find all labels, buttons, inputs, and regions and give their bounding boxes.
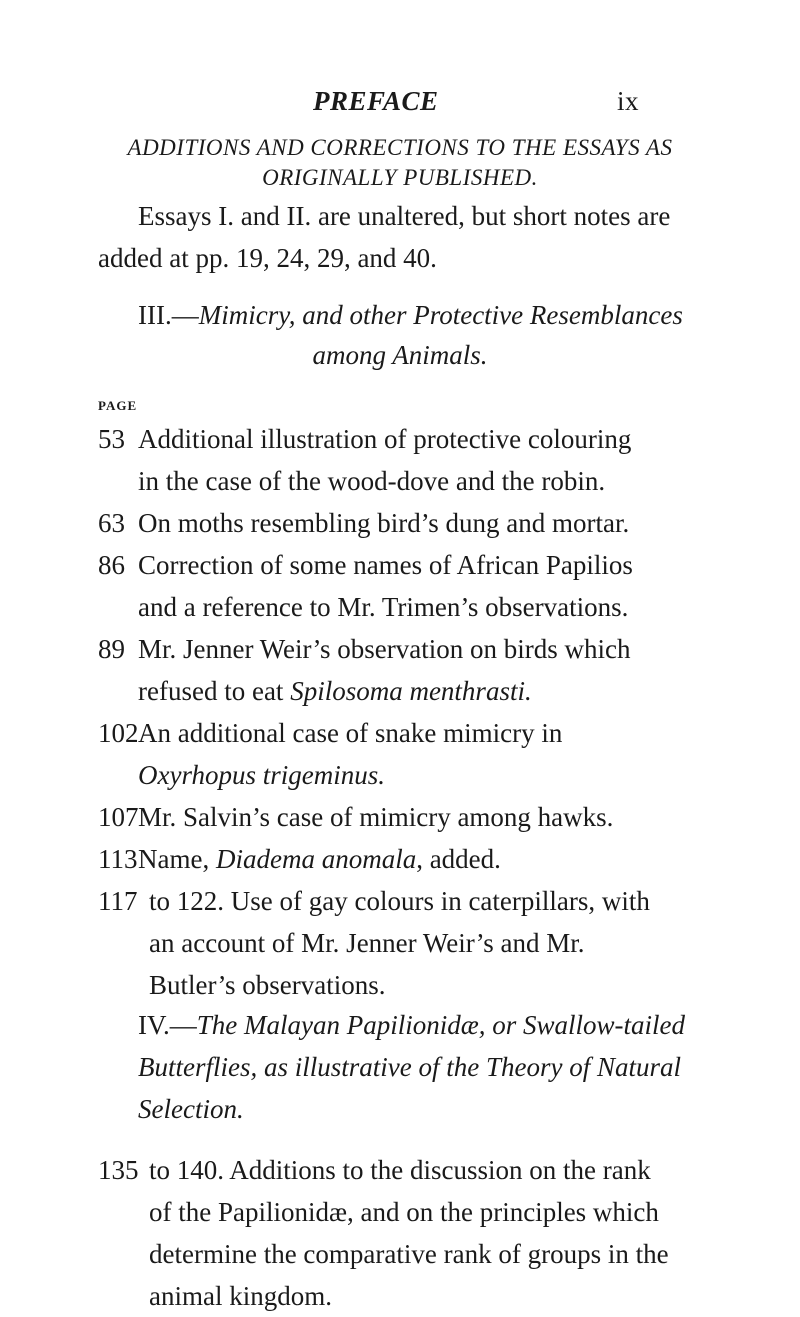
entry-page: 102: [98, 718, 139, 748]
entry-page: 113: [98, 844, 138, 874]
intro-line-1: Essays I. and II. are unaltered, but short notes are: [138, 201, 671, 231]
intro-line-2: added at pp. 19, 24, 29, and 40.: [98, 243, 437, 273]
section-iii-title-line-2-wrap: [0, 340, 800, 371]
entry-text: Mr. Salvin’s case of mimicry among hawks.: [138, 802, 614, 832]
entry-text-italic: Oxyrhopus trigeminus.: [138, 760, 385, 790]
section-iv-title-line-3: [138, 1094, 244, 1125]
section-iii-title: [138, 300, 683, 331]
section-iv-title-line-1: [138, 1010, 685, 1041]
entry-text-italic: Diadema anomala: [215, 844, 417, 874]
entry-text-roman: Mr. Jenner Weir’s observation on birds which refused to eat: [138, 634, 631, 706]
section-iii-title-line-1: Mimicry, and other Protective Resemblances: [198, 300, 683, 330]
entry-text: to 140. Additions to the discussion on the rank of the Papilionidæ, and on the principles which determine the comparative rank of groups in the animal kingdom.: [149, 1155, 669, 1311]
page-number: ix: [617, 86, 640, 116]
entry-text-roman: Name,: [138, 844, 216, 874]
page-column-label: PAGE: [98, 398, 138, 413]
section-iv-title-line-3-text: Selection.: [138, 1094, 244, 1124]
entry-page: 117: [98, 886, 138, 916]
entry-text: On moths resembling bird’s dung and mortar.: [138, 508, 630, 538]
entry-text-roman-after: , added.: [416, 844, 501, 874]
entry-text-roman: An additional case of snake mimicry in: [138, 718, 563, 748]
entry-page: 86: [98, 550, 125, 580]
entry-text: [138, 712, 678, 796]
entry-text: to 122. Use of gay colours in caterpillars, with an account of Mr. Jenner Weir’s and Mr. Butler’s observations.: [149, 886, 650, 1000]
entry-text: [138, 628, 658, 712]
section-iv-title-line-1-text: The Malayan Papilionidæ, or Swallow-tailed: [196, 1010, 686, 1040]
entry-page: 89: [98, 634, 125, 664]
entry-page: 63: [98, 508, 125, 538]
section-iii-title-line-2: among Animals.: [312, 340, 488, 370]
entry-page: 107: [98, 802, 139, 832]
entry-text: [138, 838, 698, 880]
section-iv-title-line-2: [138, 1052, 681, 1083]
section-iii-numeral: III.—: [138, 300, 199, 330]
running-head-title: PREFACE: [313, 86, 439, 116]
section-iv-numeral: IV.—: [138, 1010, 197, 1040]
entry-page: 135: [98, 1155, 139, 1185]
entry-page: 53: [98, 424, 125, 454]
entry-text: Additional illustration of protective colouring in the case of the wood-dove and the robin.: [138, 424, 632, 496]
section-heading-line-1: ADDITIONS AND CORRECTIONS TO THE ESSAYS AS: [127, 135, 673, 160]
section-heading-line-2: ORIGINALLY PUBLISHED.: [262, 165, 538, 190]
entry-text: Correction of some names of African Papilios and a reference to Mr. Trimen’s observations.: [138, 550, 633, 622]
section-iv-title-line-2-text: Butterflies, as illustrative of the Theory of Natural: [138, 1052, 681, 1082]
entry-text-italic: Spilosoma menthrasti.: [290, 676, 532, 706]
